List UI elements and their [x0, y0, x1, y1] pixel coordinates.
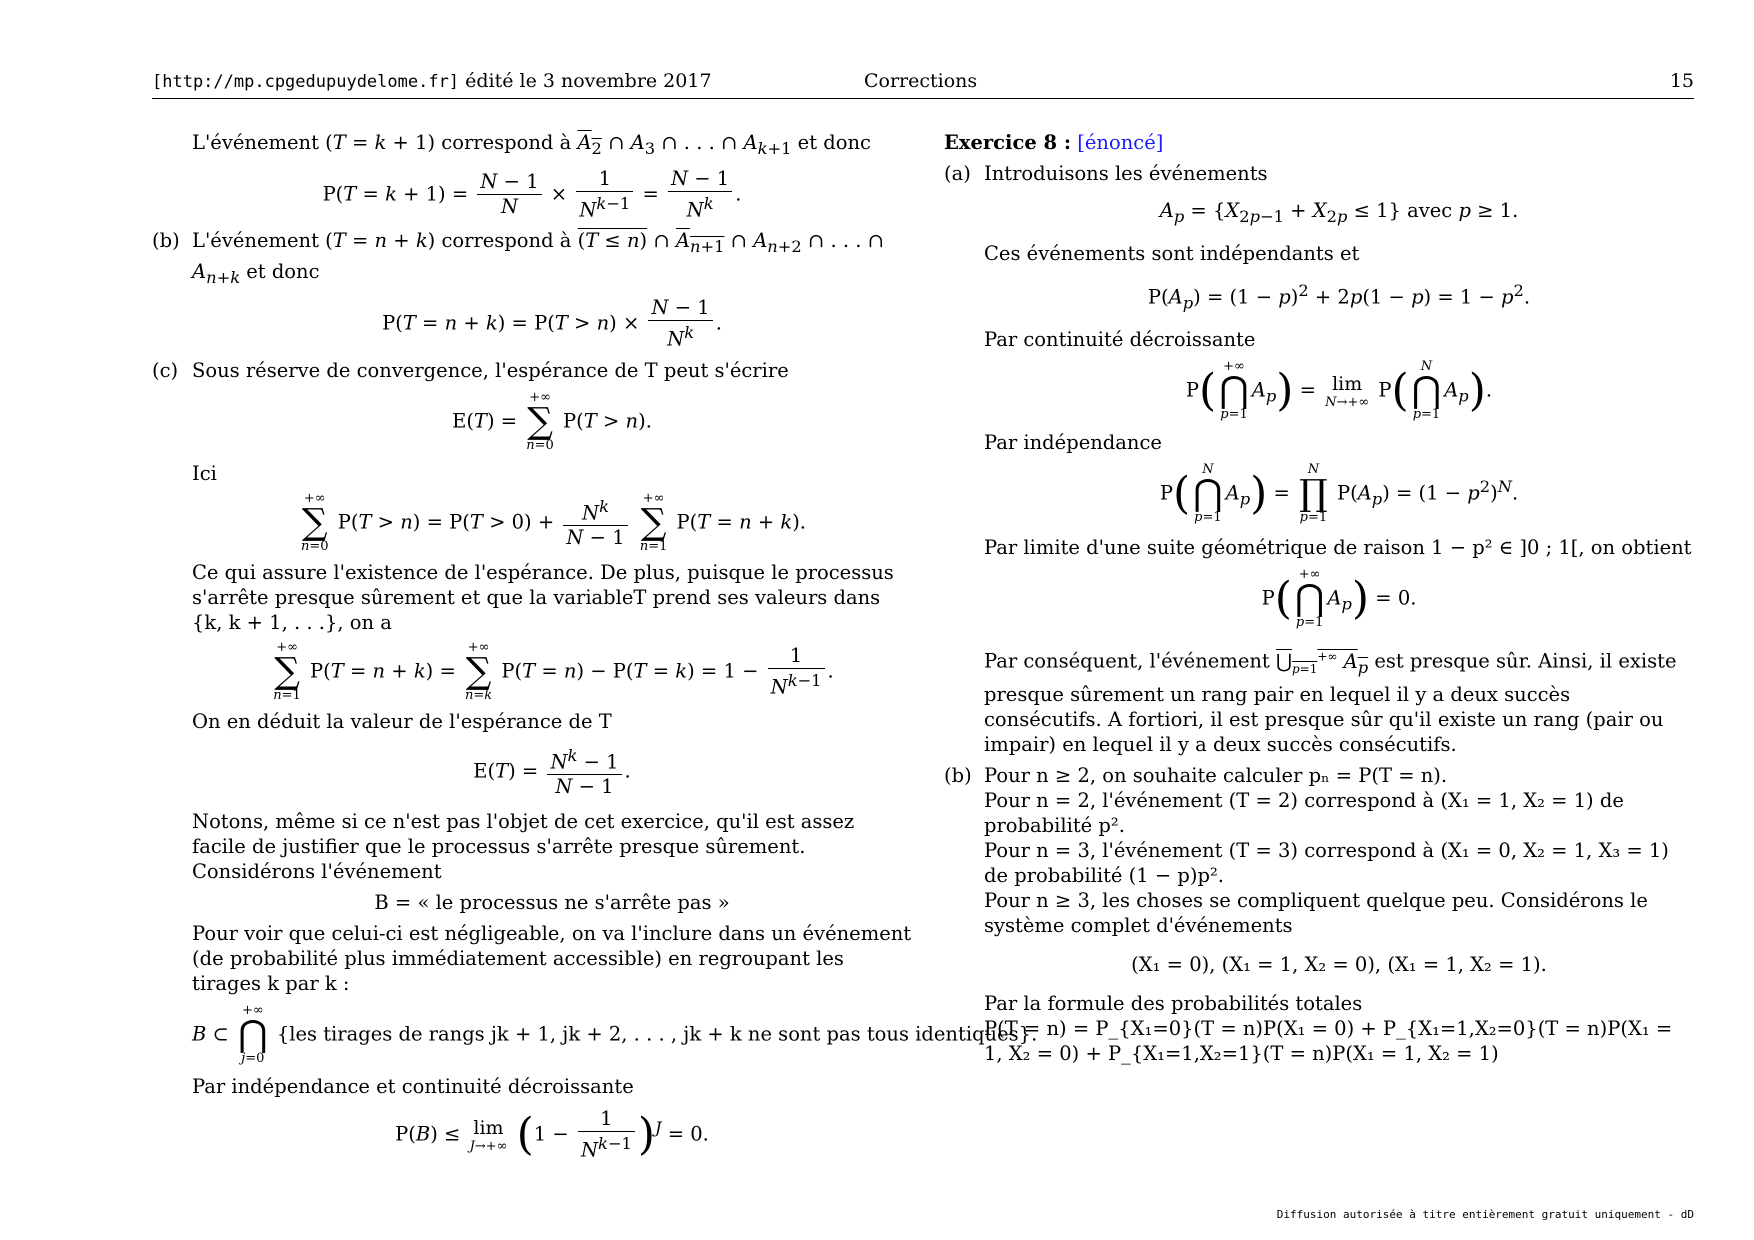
item-c-text: Sous réserve de convergence, l'espérance de T peut s'écrire: [192, 358, 789, 382]
b-line-4: Pour n ≥ 3, les choses se compliquent quelque peu. Considérons le système complet d'événements: [984, 888, 1648, 937]
item-b: [152, 228, 912, 351]
right-column: [944, 130, 1694, 1066]
page-number: 15: [1669, 70, 1694, 92]
equation-b-system: (X₁ = 0), (X₁ = 1, X₂ = 0), (X₁ = 1, X₂ = 1).: [1131, 952, 1547, 976]
pourvoir-paragraph: Pour voir que celui-ci est négligeable, on va l'inclure dans un événement (de probabilité plus immédiatement accessible) en regroupant les tirages k par k :: [192, 922, 912, 996]
a-conseq: Par conséquent, l'événement $⋃_{p=1}^{+\infty}$ $A_p$ est presque sûr. Ainsi, il existe presque sûrement un rang pair en lequel il y a deux succès consécutifs. A fortiori, il est presque sûr qu'il existe un rang (pair ou impair) en lequel il y a deux succès consécutifs.: [984, 649, 1677, 756]
equation-a-product: P( N ⋂ p=1 $A_p$) = N ∏ p=1 $P(A_p) = (1 - p^2)^N$.: [1159, 462, 1519, 526]
equation-p-t-nk: P(T = n + k) = P(T > n) × $\frac{N - 1}{N^k}$ .: [382, 296, 722, 351]
a-indep2: Par indépendance: [984, 431, 1162, 455]
b-total: Par la formule des probabilités totales: [984, 991, 1363, 1015]
ici-label: Ici: [192, 461, 217, 485]
existence-paragraph: Ce qui assure l'existence de l'espérance. De plus, puisque le processus s'arrête presque sûrement et que la variableT prend ses valeurs dans {k, k + 1, . . .}, on a: [192, 560, 894, 634]
exercise-heading: [944, 130, 1694, 155]
equation-p-b-limit: P(B) ≤ lim J→+∞ (1 − $\frac{1}{N^{k-1}}$ )$^J$ = 0.: [395, 1107, 709, 1162]
header-source: [152, 70, 712, 92]
equation-a-def: $A_p = \{X_{2p-1} + X_{2p} \le 1\}$ avec p ≥ 1.: [1159, 199, 1519, 226]
b-line-3: Pour n = 3, l'événement (T = 3) correspond à (X₁ = 0, X₂ = 1, X₃ = 1) de probabilité (1 − p)p².: [984, 838, 1669, 887]
equation-expectation-sum: E(T) = +∞ ∑ n=0 P(T > n).: [452, 389, 652, 453]
item-c: [152, 358, 1038, 1163]
item-c-label: (c): [152, 358, 179, 382]
deduit-paragraph: On en déduit la valeur de l'espérance de T: [192, 709, 612, 733]
equation-event-b: B = « le processus ne s'arrête pas »: [374, 891, 730, 915]
a-conseq-pre: Par conséquent, l'événement: [984, 649, 1270, 673]
exercise-link[interactable]: [énoncé]: [1077, 131, 1164, 154]
a-conseq-rest: est presque sûr. Ainsi, il existe presque sûrement un rang pair en lequel il y a deux succès consécutifs. A fortiori, il est presque sûr qu'il existe un rang (pair ou impair) en lequel il y a deux succès consécutifs.: [984, 649, 1677, 756]
item-b-right-label: (b): [944, 763, 972, 787]
header-url[interactable]: [http://mp.cpgedupuydelome.fr]: [152, 72, 460, 92]
intro-paragraph: L'événement (T = k + 1) correspond à $A_2$ ∩ $A_3$ ∩ . . . ∩ $A_{k+1}$ et donc: [192, 131, 871, 158]
par-indep-paragraph: Par indépendance et continuité décroissante: [192, 1075, 634, 1099]
equation-ici: +∞ ∑ n=0 P(T > n) = P(T > 0) + $\frac{N^k}{N - 1}$ +∞ ∑ n=1 P(T = n + k).: [300, 490, 807, 554]
equation-p-t-k1: P(T = k + 1) = $\frac{N - 1}{N}$ × $\frac{1}{N^{k-1}}$ = $\frac{N - 1}{N^k}$ .: [322, 166, 742, 222]
a-cont: Par continuité décroissante: [984, 328, 1256, 352]
header-section: Corrections: [864, 70, 978, 92]
equation-expectation-value: E(T) = $\frac{N^k - 1}{N - 1}$ .: [473, 745, 631, 799]
a-intro: Introduisons les événements: [984, 162, 1268, 185]
page-header: [152, 70, 1694, 99]
b-line-2: Pour n = 2, l'événement (T = 2) correspond à (X₁ = 1, X₂ = 1) de probabilité p².: [984, 788, 1624, 837]
item-b-label: (b): [152, 229, 180, 253]
tirages-text: {les tirages de rangs jk + 1, jk + 2, . . . , jk + k ne sont pas tous identiques}.: [276, 1022, 1038, 1046]
b-line-1: Pour n ≥ 2, on souhaite calculer pₙ = P(T = n).: [984, 763, 1448, 787]
header-edited: édité le 3 novembre 2017: [465, 70, 712, 92]
a-indep: Ces événements sont indépendants et: [984, 241, 1360, 265]
equation-a-zero: P( +∞ ⋂ p=1 $A_p) = 0$.: [1261, 567, 1417, 631]
notons-paragraph: Notons, même si ce n'est pas l'objet de cet exercice, qu'il est assez facile de justifier que le processus s'arrête presque sûrement. Considérons l'événement: [192, 810, 855, 884]
equation-sum-shift: +∞ ∑ n=1 P(T = n + k) = +∞ ∑ n=k P(T = n) − P(T = k) = 1 − $\frac{1}{N^{k-1}}$ .: [273, 639, 834, 703]
equation-a-prob: $P(A_p) = (1 - p)^2 + 2p(1 - p) = 1 - p^2$.: [1147, 280, 1531, 313]
item-a-label: (a): [944, 162, 971, 185]
item-b-right: [944, 763, 1694, 1066]
item-b-text: L'événement (T = n + k) correspond à (T ≤ n) ∩ $A_{n+1}$ ∩ $A_{n+2}$ ∩ . . . ∩ $A_{n+k}$ et donc: [192, 229, 884, 288]
equation-inclusion: B ⊂ +∞ ⋂ j=0 {les tirages de rangs jk + 1, jk + 2, . . . , jk + k ne sont pas tous identiques}.: [192, 1003, 1038, 1067]
item-a: [944, 161, 1694, 757]
b-formula: P(T = n) = P_{X₁=0}(T = n)P(X₁ = 0) + P_{X₁=1,X₂=0}(T = n)P(X₁ = 1, X₂ = 0) + P_{X₁=1,X₂=1}(T = n)P(X₁ = 1, X₂ = 1): [984, 1016, 1673, 1065]
a-limite: Par limite d'une suite géométrique de raison 1 − p² ∈ ]0 ; 1[, on obtient: [984, 536, 1692, 560]
equation-a-cont: P( +∞ ⋂ p=1 $A_p$) = lim N→+∞ P( N ⋂ p=1 $A_p$).: [1185, 359, 1493, 423]
footer-notice: Diffusion autorisée à titre entièrement gratuit uniquement - dD: [1276, 1208, 1694, 1221]
exercise-title: Exercice 8 :: [944, 131, 1072, 154]
